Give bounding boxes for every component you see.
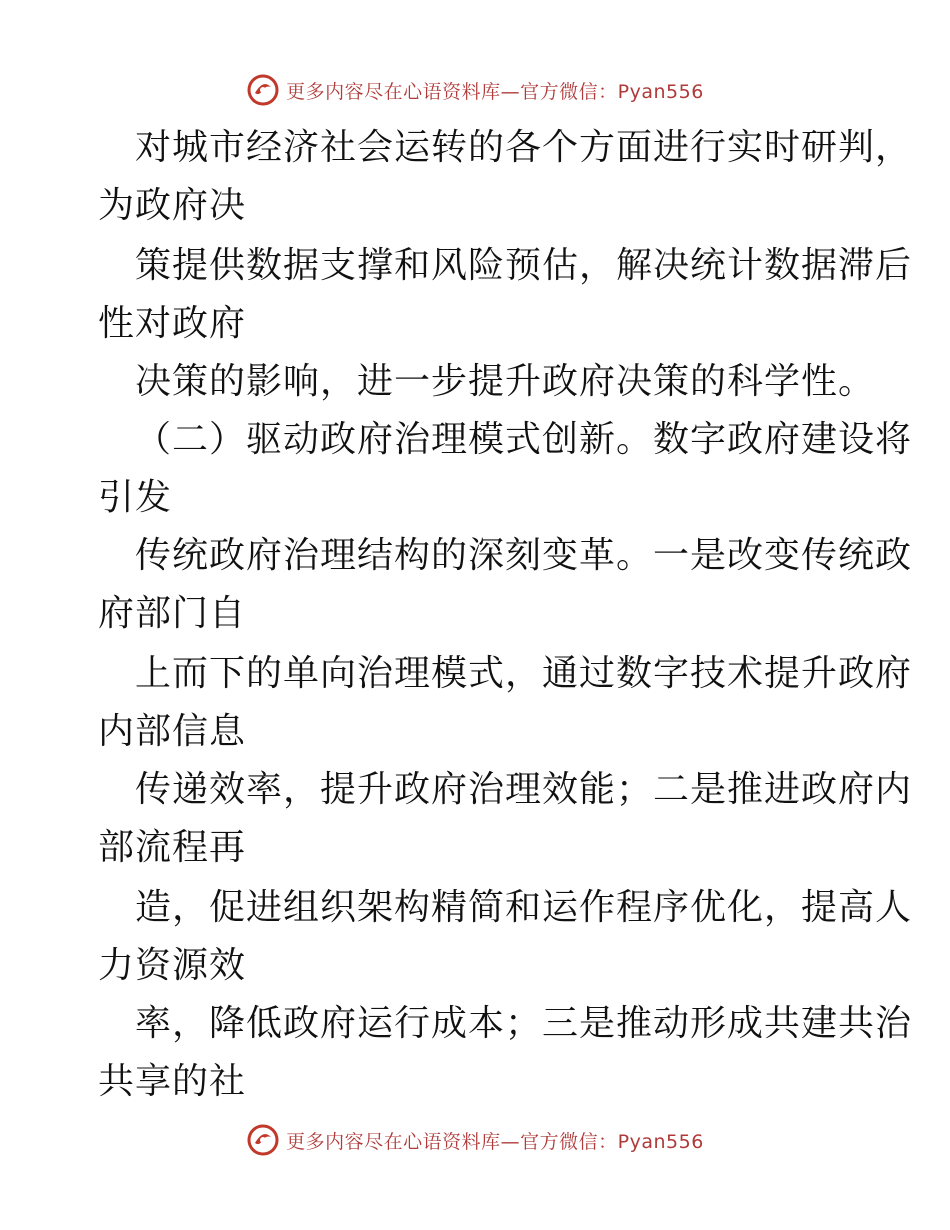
section-heading-line: （二）驱动政府治理模式创新。数字政府建设将 (135, 419, 913, 460)
footer-banner-text: 更多内容尽在心语资料库—官方微信：Pyan556 (286, 1130, 704, 1153)
paragraph-line: 上而下的单向治理模式，通过数字技术提升政府 (135, 653, 913, 694)
paragraph-line: 部流程再 (98, 827, 247, 868)
paragraph-line: 内部信息 (98, 711, 247, 752)
paragraph-line: 引发 (98, 477, 173, 518)
red-swirl-logo-icon (246, 1123, 280, 1157)
paragraph-line: 策提供数据支撑和风险预估，解决统计数据滞后 (135, 245, 913, 286)
paragraph-line: 府部门自 (98, 593, 247, 634)
header-banner (0, 70, 950, 110)
paragraph-line: 造，促进组织架构精简和运作程序优化，提高人 (135, 887, 913, 928)
paragraph-line: 性对政府 (98, 303, 247, 344)
red-swirl-logo-icon (246, 73, 280, 107)
paragraph-line: 对城市经济社会运转的各个方面进行实时研判， (135, 127, 913, 168)
footer-banner (0, 1120, 950, 1160)
paragraph-line: 共享的社 (98, 1061, 247, 1102)
paragraph-line: 力资源效 (98, 945, 247, 986)
paragraph-line: 决策的影响，进一步提升政府决策的科学性。 (135, 361, 876, 402)
paragraph-line: 为政府决 (98, 185, 247, 226)
paragraph-line: 率，降低政府运行成本；三是推动形成共建共治 (135, 1003, 913, 1044)
paragraph-line: 传统政府治理结构的深刻变革。一是改变传统政 (135, 535, 913, 576)
paragraph-line: 传递效率，提升政府治理效能；二是推进政府内 (135, 769, 913, 810)
header-banner-text: 更多内容尽在心语资料库—官方微信：Pyan556 (286, 80, 704, 103)
